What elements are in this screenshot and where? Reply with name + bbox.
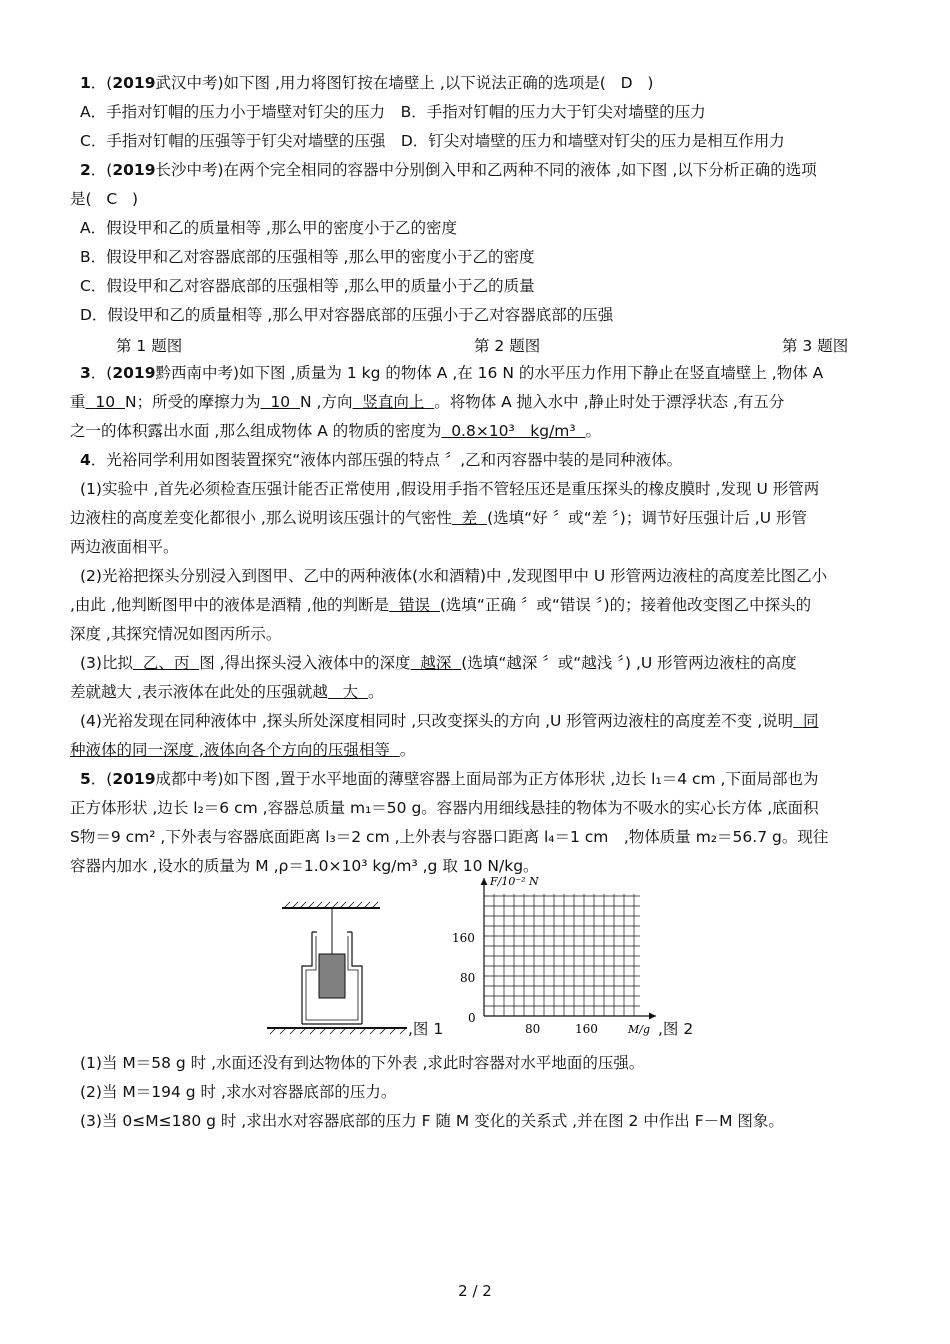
origin-label: 0 xyxy=(468,1011,476,1025)
q3-blank-density: 0.8×10³ kg/m³ xyxy=(451,422,576,440)
q5-year: 2019 xyxy=(112,770,156,788)
q1-year: 2019 xyxy=(112,74,156,92)
q5-sub3: (3)当 0≤M≤180 g 时 ,求出水对容器底部的压力 F 随 M 变化的关系式 ,并在图 2 中作出 F－M 图象。 xyxy=(80,1112,784,1130)
x-tick-80: 80 xyxy=(525,1022,541,1036)
q3-number: 3 xyxy=(80,364,91,382)
x-axis-label: M/g xyxy=(628,1023,651,1036)
q5-line2: 正方体形状 ,边长 l₂＝6 cm ,容器总质量 m₁＝50 g。容器内用细线悬挂的物体为不吸水的实心长方体 ,底面积 xyxy=(70,799,819,817)
graph-grid xyxy=(484,894,640,1016)
q4-blank-pressure: 大 xyxy=(342,683,359,701)
q1-options-cd: C．手指对钉帽的压强等于钉尖对墙壁的压强 D．钉尖对墙壁的压力和墙壁对钉尖的压力是相互作用力 xyxy=(80,132,785,150)
q5-line3: S物＝9 cm² ,下外表与容器底面距离 l₃＝2 cm ,上外表与容器口距离 l₄＝1 cm ,物体质量 m₂＝56.7 g。现往 xyxy=(70,828,829,846)
q3-line1: 3．(2019黔西南中考)如下图 ,质量为 1 kg 的物体 A ,在 16 N 的水平压力作用下静止在竖直墙壁上 ,物体 A xyxy=(80,364,824,382)
q4-p2-line2: ,由此 ,他判断图甲中的液体是酒精 ,他的判断是 错误 (选填“正确 〞或“错误 〞)的；接着他改变图乙中探头的 xyxy=(70,596,812,614)
q4-blank-conclusion-a: 同 xyxy=(803,712,819,730)
q4-p1-line3: 两边液面相平。 xyxy=(70,538,179,556)
q2-answer: C xyxy=(106,190,118,208)
q5-sub1: (1)当 M＝58 g 时 ,水面还没有到达物体的下外表 ,求此时容器对水平地面的压强。 xyxy=(80,1054,645,1072)
q3-blank-weight: 10 xyxy=(95,393,116,411)
q5-number: 5 xyxy=(80,770,91,788)
q4-blank-conclusion-b: 种液体的同一深度 ,液体向各个方向的压强相等 xyxy=(70,741,390,759)
q1-number: 1 xyxy=(80,74,91,92)
q2-option-d: D．假设甲和乙的质量相等 ,那么甲对容器底部的压强小于乙对容器底部的压强 xyxy=(80,306,614,324)
q4-blank-judgement: 错误 xyxy=(399,596,431,614)
q1-options-ab: A．手指对钉帽的压力小于墙壁对钉尖的压力 B．手指对钉帽的压力大于钉尖对墙壁的压力 xyxy=(80,103,706,121)
caption-fig3: 第 3 题图 xyxy=(782,337,849,355)
q5-line1: 5．(2019成都中考)如下图 ,置于水平地面的薄壁容器上面局部为正方体形状 ,边长 l₁＝4 cm ,下面局部也为 xyxy=(80,770,819,788)
q5-line4: 容器内加水 ,设水的质量为 M ,ρ＝1.0×10³ kg/m³ ,g 取 10 N/kg。 xyxy=(70,857,539,875)
q5-fig2-label: ,图 2 xyxy=(658,1020,694,1038)
page-number: 2 / 2 xyxy=(458,1282,492,1300)
y-axis-label: F/10⁻² N xyxy=(490,875,539,888)
y-tick-80: 80 xyxy=(460,971,476,985)
q4-p3-line2: 差就越大 ,表示液体在此处的压强就越 大 。 xyxy=(70,683,384,701)
x-tick-160: 160 xyxy=(575,1022,598,1036)
q3-line3: 之一的体积露出水面 ,那么组成物体 A 的物质的密度为 0.8×10³ kg/m³ 。 xyxy=(70,422,601,440)
caption-fig2: 第 2 题图 xyxy=(474,337,541,355)
q3-blank-direction: 竖直向上 xyxy=(362,393,425,411)
q2-number: 2 xyxy=(80,161,91,179)
q5-sub2: (2)当 M＝194 g 时 ,求水对容器底部的压力。 xyxy=(80,1083,397,1101)
q1-answer: D xyxy=(620,74,633,92)
caption-fig1: 第 1 题图 xyxy=(116,337,183,355)
q2-option-b: B．假设甲和乙对容器底部的压强相等 ,那么甲的密度小于乙的密度 xyxy=(80,248,535,266)
q4-blank-depth: 越深 xyxy=(420,654,452,672)
q2-stem-line2: 是( C ) xyxy=(70,190,139,208)
q4-p3-line1: (3)比拟 乙、丙 图 ,得出探头浸入液体中的深度 越深 (选填“越深 〞或“越浅 〞) ,U 形管两边液柱的高度 xyxy=(80,654,797,672)
q2-option-c: C．假设甲和乙对容器底部的压强相等 ,那么甲的质量小于乙的质量 xyxy=(80,277,535,295)
q5-figure2-empty-graph xyxy=(450,872,665,1037)
q4-intro: 4．光裕同学利用如图装置探究“液体内部压强的特点 〞,乙和丙容器中装的是同种液体。 xyxy=(80,451,683,469)
q3-blank-friction: 10 xyxy=(270,393,291,411)
q4-number: 4 xyxy=(80,451,91,469)
q4-blank-airtight: 差 xyxy=(461,509,478,527)
q1-stem: 1．(2019武汉中考)如下图 ,用力将图钉按在墙壁上 ,以下说法正确的选项是( D ) xyxy=(80,74,654,92)
y-tick-160: 160 xyxy=(452,931,475,945)
q5-figure1-container-diagram xyxy=(262,900,412,1035)
q4-p1-line2: 边液柱的高度差变化都很小 ,那么说明该压强计的气密性 差 (选填“好 〞或“差 〞)；调节好压强计后 ,U 形管 xyxy=(70,509,807,527)
suspended-block xyxy=(319,954,345,998)
q4-p4-line1: (4)光裕发现在同种液体中 ,探头所处深度相同时 ,只改变探头的方向 ,U 形管两边液柱的高度差不变 ,说明 同 xyxy=(80,712,819,730)
q2-option-a: A．假设甲和乙的质量相等 ,那么甲的密度小于乙的密度 xyxy=(80,219,457,237)
q3-line2: 重 10 N；所受的摩擦力为 10 N ,方向 竖直向上 。将物体 A 抛入水中 ,静止时处于漂浮状态 ,有五分 xyxy=(70,393,785,411)
q3-year: 2019 xyxy=(112,364,156,382)
q4-blank-figures: 乙、丙 xyxy=(142,654,190,672)
q4-p4-line2: 种液体的同一深度 ,液体向各个方向的压强相等 。 xyxy=(70,741,416,759)
q2-stem: 2．(2019长沙中考)在两个完全相同的容器中分别倒入甲和乙两种不同的液体 ,如下图 ,以下分析正确的选项 xyxy=(80,161,817,179)
q5-fig1-label: ,图 1 xyxy=(408,1020,444,1038)
q2-year: 2019 xyxy=(112,161,156,179)
q4-p1-line1: (1)实验中 ,首先必须检查压强计能否正常使用 ,假设用手指不管轻压还是重压探头的橡皮膜时 ,发现 U 形管两 xyxy=(80,480,820,498)
q4-p2-line3: 深度 ,其探究情况如图丙所示。 xyxy=(70,625,282,643)
q4-p2-line1: (2)光裕把探头分别浸入到图甲、乙中的两种液体(水和酒精)中 ,发现图甲中 U 形管两边液柱的高度差比图乙小 xyxy=(80,567,828,585)
